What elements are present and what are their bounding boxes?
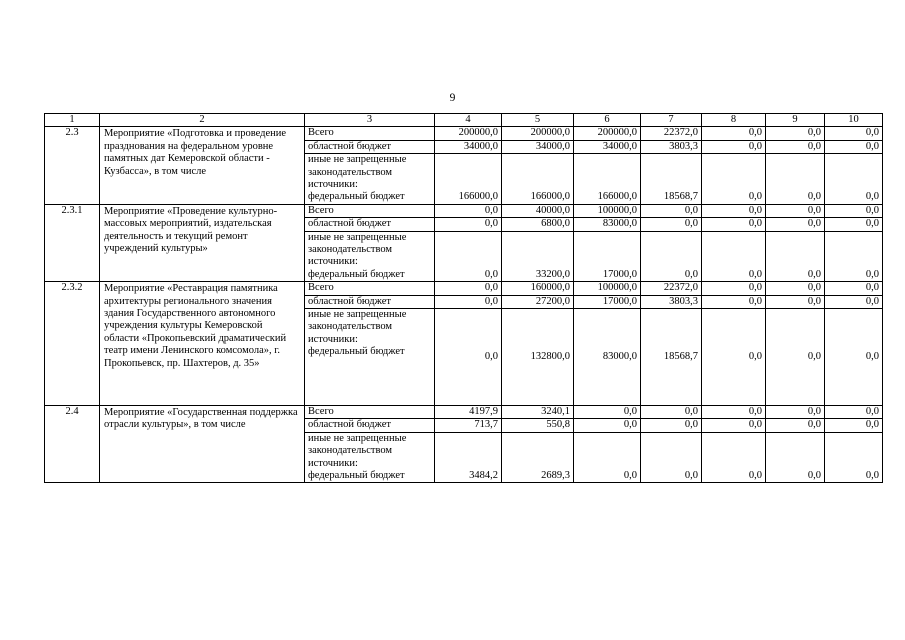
value-cell: 0,0 <box>702 127 766 140</box>
value-cell: 0,0 <box>641 419 702 432</box>
row-title: Мероприятие «Проведение культурно-массовых мероприятий, издательская деятельность и текущий ремонт учреждений культуры» <box>100 204 305 281</box>
value-cell: 83000,0 <box>574 308 641 405</box>
source-label: областной бюджет <box>305 295 435 308</box>
value-cell: 200000,0 <box>574 127 641 140</box>
source-label-other: иные не запрещенные законодательством источники: федеральный бюджет <box>305 231 435 282</box>
row-code: 2.3.2 <box>45 282 100 406</box>
row-code: 2.3.1 <box>45 204 100 281</box>
value-cell: 166000,0 <box>502 154 574 205</box>
value-cell: 0,0 <box>766 140 825 153</box>
value-cell: 18568,7 <box>641 154 702 205</box>
value-cell: 83000,0 <box>574 218 641 231</box>
value-cell: 0,0 <box>766 218 825 231</box>
value-cell: 166000,0 <box>574 154 641 205</box>
value-cell: 0,0 <box>702 140 766 153</box>
value-cell: 0,0 <box>435 308 502 405</box>
value-cell: 0,0 <box>825 282 883 295</box>
value-cell: 17000,0 <box>574 295 641 308</box>
value-cell: 0,0 <box>766 419 825 432</box>
value-cell: 3803,3 <box>641 140 702 153</box>
value-cell: 0,0 <box>574 405 641 418</box>
column-header: 2 <box>100 114 305 127</box>
value-cell: 0,0 <box>825 218 883 231</box>
value-cell: 0,0 <box>702 405 766 418</box>
column-header: 1 <box>45 114 100 127</box>
value-cell: 0,0 <box>435 218 502 231</box>
value-cell: 0,0 <box>766 295 825 308</box>
value-cell: 0,0 <box>702 154 766 205</box>
source-label: областной бюджет <box>305 140 435 153</box>
column-header: 8 <box>702 114 766 127</box>
table-row <box>45 127 883 140</box>
value-cell: 0,0 <box>766 308 825 405</box>
value-cell: 550,8 <box>502 419 574 432</box>
source-label: Всего <box>305 405 435 418</box>
source-label: Всего <box>305 204 435 217</box>
column-header: 10 <box>825 114 883 127</box>
value-cell: 34000,0 <box>574 140 641 153</box>
value-cell: 0,0 <box>702 419 766 432</box>
value-cell: 713,7 <box>435 419 502 432</box>
source-label: областной бюджет <box>305 218 435 231</box>
source-label-other: иные не запрещенные законодательством источники: федеральный бюджет <box>305 308 435 405</box>
value-cell: 0,0 <box>702 282 766 295</box>
value-cell: 27200,0 <box>502 295 574 308</box>
value-cell: 4197,9 <box>435 405 502 418</box>
value-cell: 0,0 <box>825 419 883 432</box>
value-cell: 0,0 <box>825 405 883 418</box>
column-header: 7 <box>641 114 702 127</box>
value-cell: 22372,0 <box>641 127 702 140</box>
value-cell: 0,0 <box>702 308 766 405</box>
value-cell: 0,0 <box>825 295 883 308</box>
value-cell: 0,0 <box>702 295 766 308</box>
value-cell: 0,0 <box>435 282 502 295</box>
value-cell: 166000,0 <box>435 154 502 205</box>
row-title: Мероприятие «Государственная поддержка отрасли культуры», в том числе <box>100 405 305 482</box>
value-cell: 0,0 <box>825 204 883 217</box>
source-label-other: иные не запрещенные законодательством источники: федеральный бюджет <box>305 432 435 483</box>
value-cell: 0,0 <box>825 154 883 205</box>
source-label-other: иные не запрещенные законодательством источники: федеральный бюджет <box>305 154 435 205</box>
table-row <box>45 282 883 295</box>
row-title: Мероприятие «Подготовка и проведение празднования на федеральном уровне памятных дат Кемеровской области - Кузбасса», в том числе <box>100 127 305 204</box>
value-cell: 0,0 <box>641 231 702 282</box>
column-header: 9 <box>766 114 825 127</box>
value-cell: 0,0 <box>825 308 883 405</box>
value-cell: 33200,0 <box>502 231 574 282</box>
value-cell: 100000,0 <box>574 204 641 217</box>
value-cell: 0,0 <box>641 405 702 418</box>
value-cell: 0,0 <box>641 204 702 217</box>
value-cell: 0,0 <box>574 419 641 432</box>
value-cell: 0,0 <box>435 204 502 217</box>
value-cell: 0,0 <box>435 231 502 282</box>
source-label: Всего <box>305 127 435 140</box>
value-cell: 0,0 <box>702 204 766 217</box>
value-cell: 18568,7 <box>641 308 702 405</box>
value-cell: 0,0 <box>825 231 883 282</box>
value-cell: 0,0 <box>766 154 825 205</box>
column-header: 5 <box>502 114 574 127</box>
value-cell: 0,0 <box>435 295 502 308</box>
value-cell: 0,0 <box>702 432 766 483</box>
row-code: 2.3 <box>45 127 100 204</box>
value-cell: 0,0 <box>766 231 825 282</box>
value-cell: 100000,0 <box>574 282 641 295</box>
table-row <box>45 405 883 418</box>
value-cell: 0,0 <box>766 204 825 217</box>
table-row <box>45 204 883 217</box>
column-header: 6 <box>574 114 641 127</box>
value-cell: 160000,0 <box>502 282 574 295</box>
column-header: 4 <box>435 114 502 127</box>
value-cell: 22372,0 <box>641 282 702 295</box>
value-cell: 0,0 <box>825 127 883 140</box>
value-cell: 200000,0 <box>502 127 574 140</box>
value-cell: 6800,0 <box>502 218 574 231</box>
value-cell: 3240,1 <box>502 405 574 418</box>
value-cell: 17000,0 <box>574 231 641 282</box>
value-cell: 200000,0 <box>435 127 502 140</box>
value-cell: 132800,0 <box>502 308 574 405</box>
value-cell: 0,0 <box>766 282 825 295</box>
value-cell: 34000,0 <box>502 140 574 153</box>
column-header: 3 <box>305 114 435 127</box>
column-number-row <box>45 114 883 127</box>
value-cell: 0,0 <box>766 405 825 418</box>
value-cell: 0,0 <box>702 231 766 282</box>
value-cell: 34000,0 <box>435 140 502 153</box>
page-number: 9 <box>449 92 456 104</box>
value-cell: 40000,0 <box>502 204 574 217</box>
value-cell: 2689,3 <box>502 432 574 483</box>
source-label: Всего <box>305 282 435 295</box>
value-cell: 0,0 <box>766 127 825 140</box>
value-cell: 0,0 <box>641 432 702 483</box>
value-cell: 0,0 <box>702 218 766 231</box>
value-cell: 0,0 <box>825 432 883 483</box>
source-label: областной бюджет <box>305 419 435 432</box>
value-cell: 0,0 <box>825 140 883 153</box>
value-cell: 0,0 <box>766 432 825 483</box>
value-cell: 0,0 <box>641 218 702 231</box>
value-cell: 0,0 <box>574 432 641 483</box>
value-cell: 3803,3 <box>641 295 702 308</box>
budget-table <box>44 113 883 483</box>
row-code: 2.4 <box>45 405 100 482</box>
value-cell: 3484,2 <box>435 432 502 483</box>
row-title: Мероприятие «Реставрация памятника архитектуры регионального значения здания Государственного автономного учреждения культуры Кемеровской области «Прокопьевский драматический театр имени Ленинского комсомола», г. Прокопьевск, пр. Шахтеров, д. 35» <box>100 282 305 406</box>
